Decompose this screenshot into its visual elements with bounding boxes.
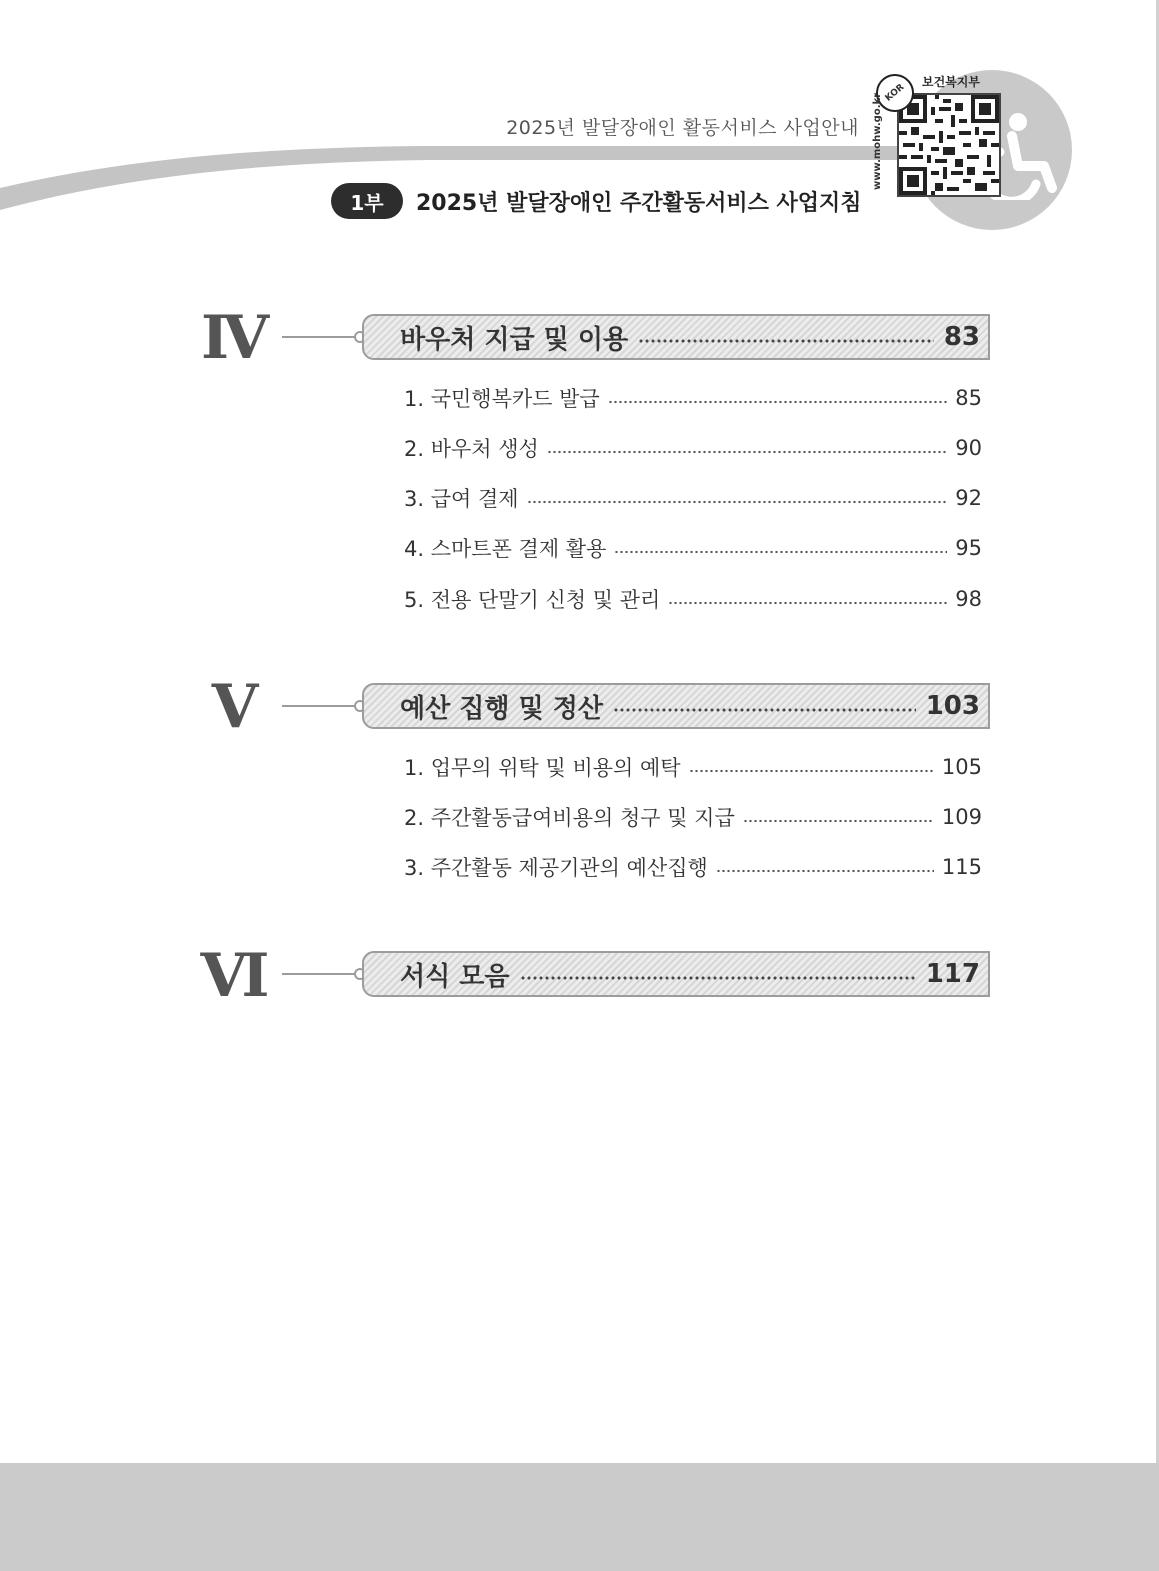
leader-dots <box>614 550 947 554</box>
toc-item-label: 2. 주간활동급여비용의 청구 및 지급 <box>404 806 735 830</box>
leader-dots <box>716 869 934 873</box>
part-title: 2025년 발달장애인 주간활동서비스 사업지침 <box>416 191 862 216</box>
section-connector <box>282 698 367 714</box>
toc-item-page: 109 <box>941 805 982 829</box>
toc-item-page: 105 <box>941 755 982 779</box>
toc-item-label: 5. 전용 단말기 신청 및 관리 <box>404 588 661 612</box>
section-page: 83 <box>943 322 980 352</box>
toc-item-label: 1. 국민행복카드 발급 <box>404 387 600 411</box>
toc-item-label: 1. 업무의 위탁 및 비용의 예탁 <box>404 756 681 780</box>
leader-dots <box>638 339 934 343</box>
section-title: 서식 모음 <box>400 961 510 992</box>
section-page: 117 <box>925 959 980 989</box>
section-title: 바우처 지급 및 이용 <box>400 324 629 355</box>
section-numeral-v: Ⅴ <box>211 672 259 742</box>
toc-item-label: 4. 스마트폰 결제 활용 <box>404 537 607 561</box>
toc-item-page: 92 <box>955 486 982 510</box>
toc-item[interactable] <box>404 752 982 782</box>
toc-item-page: 95 <box>955 536 982 560</box>
toc-item[interactable] <box>404 802 982 832</box>
section-numeral-vi: Ⅵ <box>200 941 270 1011</box>
leader-dots <box>668 601 947 605</box>
section-heading-v[interactable] <box>362 683 990 729</box>
toc-item[interactable] <box>404 533 982 563</box>
section-heading-iv[interactable] <box>362 314 990 360</box>
toc-item-page: 90 <box>955 436 982 460</box>
leader-dots <box>689 769 934 773</box>
toc-item[interactable] <box>404 383 982 413</box>
qr-code <box>897 93 1001 197</box>
section-numeral-iv: Ⅳ <box>200 303 270 373</box>
ministry-url: www.mohw.go.kr <box>872 92 883 190</box>
leader-dots <box>547 450 947 454</box>
part-badge: 1부 <box>331 183 403 219</box>
running-header-title: 2025년 발달장애인 활동서비스 사업안내 <box>506 117 859 139</box>
toc-item[interactable] <box>404 852 982 882</box>
toc-item-page: 85 <box>955 386 982 410</box>
section-title: 예산 집행 및 정산 <box>400 693 603 724</box>
section-connector <box>282 329 367 345</box>
toc-item[interactable] <box>404 584 982 614</box>
leader-dots <box>608 400 948 404</box>
toc-item[interactable] <box>404 433 982 463</box>
toc-item-label: 3. 급여 결제 <box>404 487 519 511</box>
toc-item[interactable] <box>404 483 982 513</box>
section-heading-vi[interactable] <box>362 951 990 997</box>
leader-dots <box>743 819 934 823</box>
toc-item-label: 2. 바우처 생성 <box>404 437 539 461</box>
leader-dots <box>527 500 948 504</box>
toc-item-page: 98 <box>955 587 982 611</box>
section-connector <box>282 966 367 982</box>
kor-badge: KOR <box>868 66 922 120</box>
toc-item-label: 3. 주간활동 제공기관의 예산집행 <box>404 856 708 880</box>
toc-item-page: 115 <box>941 855 982 879</box>
section-page: 103 <box>925 691 980 721</box>
leader-dots <box>613 708 916 712</box>
leader-dots <box>520 976 916 980</box>
bottom-band <box>0 1463 1159 1571</box>
ministry-name: 보건복지부 <box>922 75 980 89</box>
